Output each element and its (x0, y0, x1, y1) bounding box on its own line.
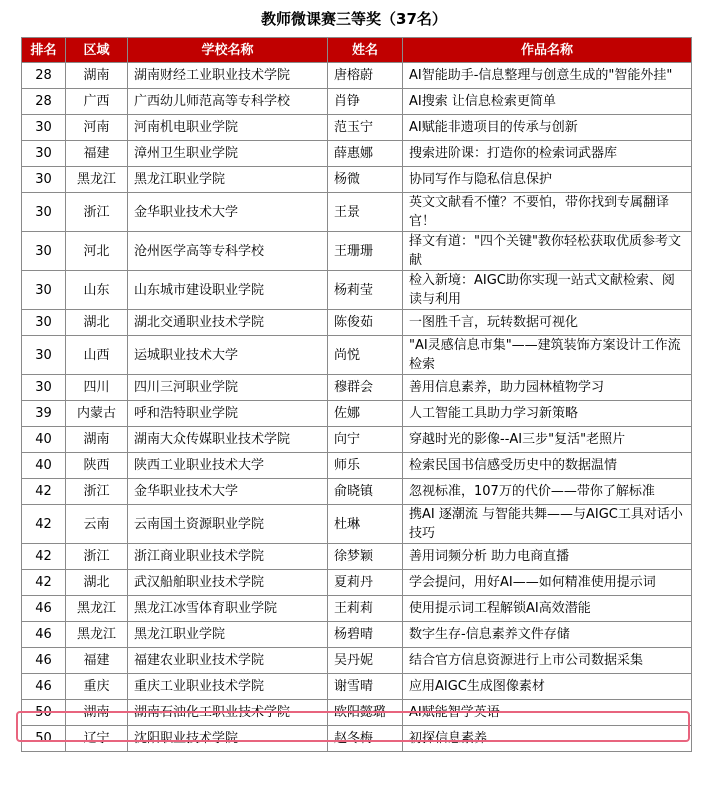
cell-school: 湖南财经工业职业技术学院 (128, 63, 328, 89)
cell-work: AI赋能智学英语 (403, 700, 692, 726)
cell-region: 云南 (66, 505, 128, 544)
cell-name: 杨莉莹 (328, 271, 403, 310)
cell-name: 王莉莉 (328, 596, 403, 622)
table-row (22, 232, 692, 271)
cell-region: 福建 (66, 648, 128, 674)
cell-region: 陕西 (66, 453, 128, 479)
table-row (22, 674, 692, 700)
cell-region: 湖南 (66, 63, 128, 89)
cell-region: 浙江 (66, 479, 128, 505)
cell-rank: 40 (22, 453, 66, 479)
cell-work: AI搜索 让信息检索更简单 (403, 89, 692, 115)
cell-school: 福建农业职业技术学院 (128, 648, 328, 674)
header-name: 姓名 (328, 38, 403, 63)
cell-name: 杜琳 (328, 505, 403, 544)
cell-work: 善用词频分析 助力电商直播 (403, 544, 692, 570)
cell-region: 黑龙江 (66, 167, 128, 193)
cell-rank: 30 (22, 193, 66, 232)
table-row (22, 63, 692, 89)
cell-school: 四川三河职业学院 (128, 375, 328, 401)
cell-school: 武汉船舶职业技术学院 (128, 570, 328, 596)
table-row (22, 271, 692, 310)
page-title: 教师微课赛三等奖（37名） (261, 10, 447, 28)
cell-work: 忽视标准，107万的代价——带你了解标准 (403, 479, 692, 505)
table-row (22, 310, 692, 336)
cell-work: 英文文献看不懂？不要怕，带你找到专属翻译官！ (403, 193, 692, 232)
cell-region: 辽宁 (66, 726, 128, 752)
cell-rank: 30 (22, 167, 66, 193)
cell-rank: 30 (22, 271, 66, 310)
cell-name: 杨微 (328, 167, 403, 193)
cell-rank: 42 (22, 479, 66, 505)
cell-school: 黑龙江冰雪体育职业学院 (128, 596, 328, 622)
cell-name: 赵冬梅 (328, 726, 403, 752)
cell-region: 重庆 (66, 674, 128, 700)
cell-name: 向宁 (328, 427, 403, 453)
cell-work: 穿越时光的影像--AI三步"复活"老照片 (403, 427, 692, 453)
cell-region: 福建 (66, 141, 128, 167)
cell-school: 湖南大众传媒职业技术学院 (128, 427, 328, 453)
cell-work: AI智能助手-信息整理与创意生成的"智能外挂" (403, 63, 692, 89)
cell-region: 山西 (66, 336, 128, 375)
cell-school: 运城职业技术大学 (128, 336, 328, 375)
cell-work: 初探信息素养 (403, 726, 692, 752)
cell-school: 黑龙江职业学院 (128, 622, 328, 648)
cell-name: 唐榕蔚 (328, 63, 403, 89)
cell-name: 吴丹妮 (328, 648, 403, 674)
cell-school: 浙江商业职业技术学院 (128, 544, 328, 570)
cell-rank: 42 (22, 544, 66, 570)
cell-region: 黑龙江 (66, 596, 128, 622)
table-row (22, 700, 692, 726)
table-row (22, 167, 692, 193)
table-row (22, 115, 692, 141)
table-row (22, 141, 692, 167)
cell-region: 四川 (66, 375, 128, 401)
cell-work: 检入新境：AIGC助你实现一站式文献检索、阅读与利用 (403, 271, 692, 310)
cell-name: 陈俊茹 (328, 310, 403, 336)
cell-school: 沧州医学高等专科学校 (128, 232, 328, 271)
cell-region: 湖南 (66, 427, 128, 453)
cell-school: 漳州卫生职业学院 (128, 141, 328, 167)
cell-work: 数字生存-信息素养文件存储 (403, 622, 692, 648)
cell-school: 广西幼儿师范高等专科学校 (128, 89, 328, 115)
cell-work: 一图胜千言，玩转数据可视化 (403, 310, 692, 336)
cell-rank: 30 (22, 310, 66, 336)
table-body (22, 63, 692, 752)
cell-rank: 30 (22, 336, 66, 375)
table-row (22, 453, 692, 479)
cell-school: 陕西工业职业技术大学 (128, 453, 328, 479)
cell-rank: 28 (22, 89, 66, 115)
cell-work: 检索民国书信感受历史中的数据温情 (403, 453, 692, 479)
cell-school: 湖北交通职业技术学院 (128, 310, 328, 336)
cell-region: 黑龙江 (66, 622, 128, 648)
cell-rank: 42 (22, 570, 66, 596)
cell-work: 学会提问，用好AI——如何精准使用提示词 (403, 570, 692, 596)
cell-work: 人工智能工具助力学习新策略 (403, 401, 692, 427)
cell-name: 薛惠娜 (328, 141, 403, 167)
cell-name: 徐梦颖 (328, 544, 403, 570)
cell-rank: 50 (22, 700, 66, 726)
table-row (22, 479, 692, 505)
cell-school: 呼和浩特职业学院 (128, 401, 328, 427)
cell-region: 浙江 (66, 193, 128, 232)
cell-region: 湖北 (66, 310, 128, 336)
cell-work: 择文有道："四个关键"教你轻松获取优质参考文献 (403, 232, 692, 271)
cell-name: 师乐 (328, 453, 403, 479)
cell-name: 佐娜 (328, 401, 403, 427)
table-row (22, 401, 692, 427)
cell-work: 结合官方信息资源进行上市公司数据采集 (403, 648, 692, 674)
cell-name: 夏莉丹 (328, 570, 403, 596)
cell-rank: 28 (22, 63, 66, 89)
table-row (22, 89, 692, 115)
cell-name: 尚悦 (328, 336, 403, 375)
cell-school: 黑龙江职业学院 (128, 167, 328, 193)
table-row (22, 336, 692, 375)
cell-name: 肖铮 (328, 89, 403, 115)
header-school: 学校名称 (128, 38, 328, 63)
header-work: 作品名称 (403, 38, 692, 63)
cell-rank: 30 (22, 375, 66, 401)
awards-table (21, 37, 692, 752)
table-row (22, 505, 692, 544)
cell-work: 使用提示词工程解锁AI高效潜能 (403, 596, 692, 622)
cell-school: 云南国土资源职业学院 (128, 505, 328, 544)
cell-school: 湖南石油化工职业技术学院 (128, 700, 328, 726)
cell-work: "AI灵感信息市集"——建筑装饰方案设计工作流检索 (403, 336, 692, 375)
header-region: 区域 (66, 38, 128, 63)
cell-name: 俞晓镇 (328, 479, 403, 505)
table-row (22, 427, 692, 453)
table-row (22, 596, 692, 622)
cell-name: 杨碧晴 (328, 622, 403, 648)
cell-rank: 50 (22, 726, 66, 752)
cell-name: 欧阳懿璐 (328, 700, 403, 726)
table-row (22, 726, 692, 752)
cell-region: 内蒙古 (66, 401, 128, 427)
table-row (22, 193, 692, 232)
cell-rank: 30 (22, 232, 66, 271)
cell-region: 河南 (66, 115, 128, 141)
cell-name: 王景 (328, 193, 403, 232)
cell-school: 山东城市建设职业学院 (128, 271, 328, 310)
cell-work: 善用信息素养，助力园林植物学习 (403, 375, 692, 401)
cell-rank: 46 (22, 648, 66, 674)
cell-rank: 30 (22, 115, 66, 141)
cell-name: 谢雪晴 (328, 674, 403, 700)
cell-school: 金华职业技术大学 (128, 193, 328, 232)
table-row (22, 544, 692, 570)
table-row (22, 622, 692, 648)
cell-name: 范玉宁 (328, 115, 403, 141)
cell-rank: 46 (22, 596, 66, 622)
cell-rank: 46 (22, 622, 66, 648)
table-header-row (22, 38, 692, 63)
cell-work: 应用AIGC生成图像素材 (403, 674, 692, 700)
table-row (22, 648, 692, 674)
cell-region: 湖南 (66, 700, 128, 726)
cell-rank: 40 (22, 427, 66, 453)
header-rank: 排名 (22, 38, 66, 63)
cell-rank: 42 (22, 505, 66, 544)
cell-rank: 46 (22, 674, 66, 700)
cell-region: 广西 (66, 89, 128, 115)
cell-work: AI赋能非遗项目的传承与创新 (403, 115, 692, 141)
cell-school: 金华职业技术大学 (128, 479, 328, 505)
cell-rank: 39 (22, 401, 66, 427)
cell-region: 山东 (66, 271, 128, 310)
cell-work: 搜索进阶课：打造你的检索词武器库 (403, 141, 692, 167)
cell-region: 湖北 (66, 570, 128, 596)
cell-region: 浙江 (66, 544, 128, 570)
cell-name: 王珊珊 (328, 232, 403, 271)
cell-region: 河北 (66, 232, 128, 271)
cell-school: 河南机电职业学院 (128, 115, 328, 141)
cell-work: 携AI 逐潮流 与智能共舞——与AIGC工具对话小技巧 (403, 505, 692, 544)
cell-name: 穆群会 (328, 375, 403, 401)
cell-school: 沈阳职业技术学院 (128, 726, 328, 752)
cell-work: 协同写作与隐私信息保护 (403, 167, 692, 193)
table-row (22, 375, 692, 401)
table-row (22, 570, 692, 596)
cell-school: 重庆工业职业技术学院 (128, 674, 328, 700)
cell-rank: 30 (22, 141, 66, 167)
